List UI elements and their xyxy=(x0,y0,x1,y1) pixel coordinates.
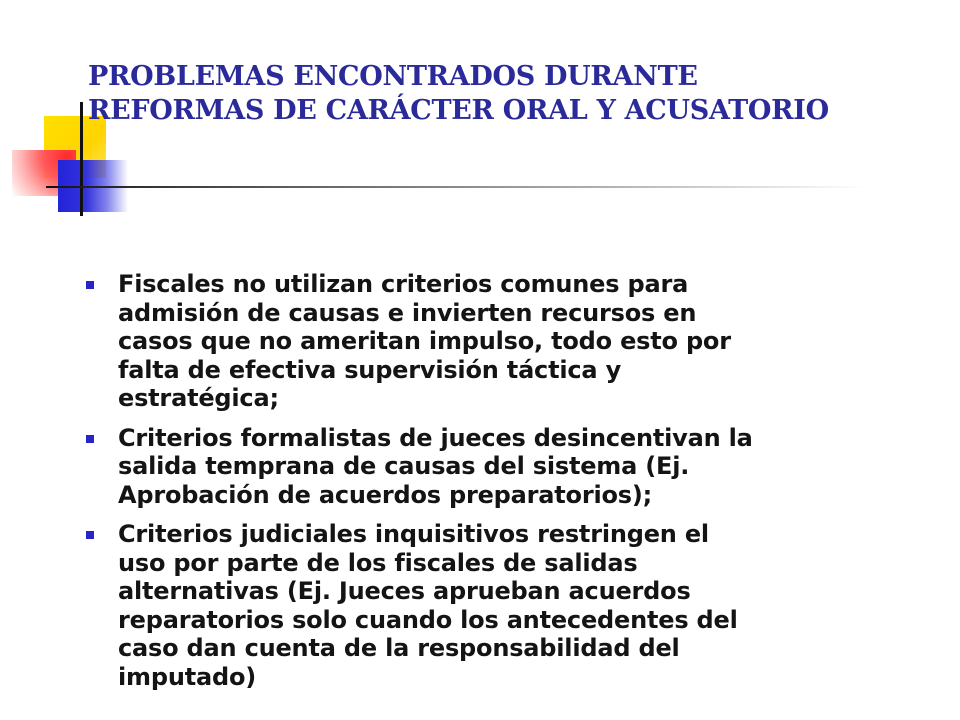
bullet-item xyxy=(80,424,960,510)
bullet-text xyxy=(118,424,960,510)
bullet-line: Fiscales no utilizan criterios comunes para xyxy=(118,270,689,298)
bullet-line: uso por parte de los fiscales de salidas xyxy=(118,548,638,577)
bullet-line: reparatorios solo cuando los antecedentes del xyxy=(118,605,738,634)
bullet-item xyxy=(80,270,960,413)
slide-title xyxy=(88,60,948,128)
bullet-text xyxy=(118,270,960,413)
bullet-line: Criterios formalistas de jueces desincentivan la xyxy=(118,423,753,452)
bullet-line: caso dan cuenta de la responsabilidad del xyxy=(118,634,680,662)
bullet-line: alternativas (Ej. Jueces aprueban acuerdos xyxy=(118,577,691,605)
square-bullet-icon xyxy=(86,531,94,539)
bullet-item xyxy=(80,520,960,691)
bullet-line: admisión de causas e invierten recursos en xyxy=(118,298,697,327)
bullet-line: Aprobación de acuerdos preparatorios); xyxy=(118,480,653,509)
bullet-line: imputado) xyxy=(118,662,257,691)
bullet-line: Criterios judiciales inquisitivos restringen el xyxy=(118,520,709,548)
vertical-rule xyxy=(80,102,83,216)
slide-title-line: PROBLEMAS ENCONTRADOS DURANTE xyxy=(88,61,698,92)
square-bullet-icon xyxy=(86,281,94,289)
bullet-line: estratégica; xyxy=(118,384,279,412)
bullet-line: falta de efectiva supervisión táctica y xyxy=(118,355,622,384)
bullet-text xyxy=(118,520,960,691)
bullet-list xyxy=(80,270,960,702)
square-bullet-icon xyxy=(86,435,94,443)
bullet-line: casos que no ameritan impulso, todo esto por xyxy=(118,327,731,355)
slide-title-line: REFORMAS DE CARÁCTER ORAL Y ACUSATORIO xyxy=(88,95,829,126)
bullet-line: salida temprana de causas del sistema (Ej. xyxy=(118,452,690,480)
title-underline-rule xyxy=(46,186,866,188)
